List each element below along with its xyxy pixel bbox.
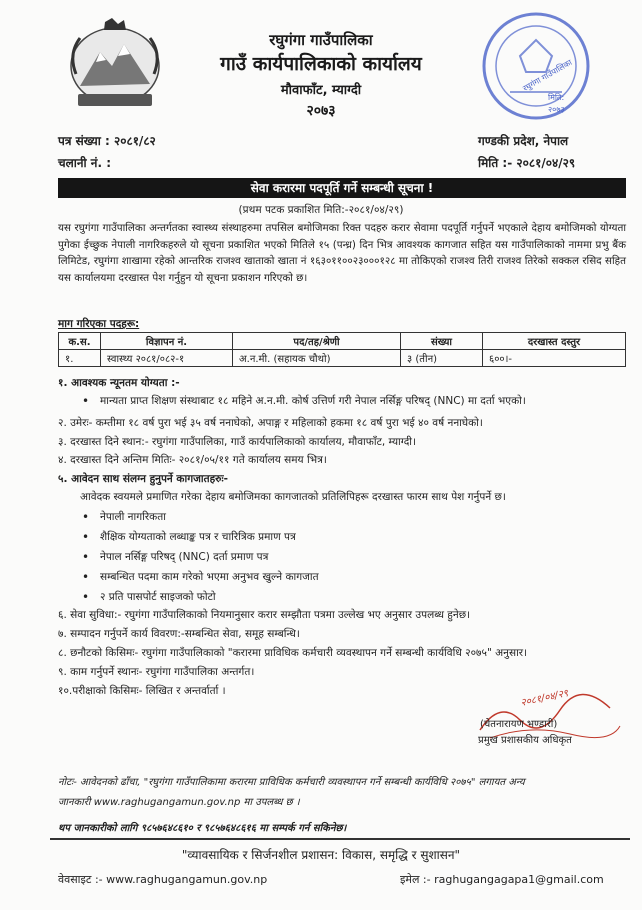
stamp-date: मिति: [548, 93, 565, 102]
office-name: गाउँ कार्यपालिकाको कार्यालय [220, 53, 422, 75]
municipality-name: रघुगंगा गाउँपालिका [269, 31, 373, 49]
list-item: • नेपाल नर्सिङ्ग परिषद् (NNC) दर्ता प्रमाण पत्र [100, 550, 268, 564]
section-1-item: • मान्यता प्राप्त शिक्षण संस्थाबाट १८ महिने अ.न.मी. कोर्ष उत्तिर्ण गरी नेपाल नर्सिङ्ग परिषद् (NNC) मा दर्ता भएको। [100, 394, 526, 408]
letter-number: पत्र संख्या : २०८१/८२ [58, 134, 156, 148]
office-location: मौवाफाँट, म्याग्दी [280, 83, 362, 98]
posts-label: माग गरिएका पदहरू: [58, 318, 140, 330]
notice-title: सेवा करारमा पदपूर्ति गर्ने सम्बन्धी सूचना ! [58, 178, 626, 198]
section-9: ९. काम गर्नुपर्ने स्थानः- रघुगंगा गाउँपालिका अन्तर्गत। [58, 666, 255, 678]
table-row [59, 350, 626, 367]
section-3: ३. दरखास्त दिने स्थान:- रघुगंगा गाउँपालिका, गाउँ कार्यपालिकाको कार्यालय, मौवाफाँट, म्याग्दी। [58, 436, 417, 448]
table-cell: स्वास्थ्य २०८१/०८२-१ [101, 350, 233, 367]
stamp-text: रघुगंगा गाउँपालिका [521, 57, 574, 94]
note-line-1: नोटः- आवेदनको ढाँचा, "रघुगंगा गाउँपालिकामा करारमा प्राविधिक कर्मचारी व्यवस्थापन गर्ने सम्बन्धी कार्यविधि २०७५" लगायत अन्य [58, 777, 525, 788]
list-item: • सम्बन्धित पदमा काम गरेको भएमा अनुभव खुल्ने कागजात [100, 570, 319, 584]
signature-scrawl: २०८१/०४/२९ [519, 688, 570, 709]
list-item: • शैक्षिक योग्यताको लब्धाङ्क पत्र र चारित्रिक प्रमाण पत्र [100, 530, 296, 544]
stamp-small: २०७३ [548, 105, 565, 114]
header-year: २०७३ [306, 103, 336, 119]
section-5-intro: आवेदक स्वयमले प्रमाणित गरेका देहाय बमोजिमका कागजातको प्रतिलिपिहरू दरखास्त फारम साथ पेश गर्नुपर्ने छ। [80, 491, 506, 503]
footer-website[interactable]: वेवसाइट :- www.raghugangamun.gov.np [58, 873, 268, 886]
table-cell: ३ (तीन) [401, 350, 483, 367]
table-header: क.स. [59, 333, 101, 350]
notice-date: मिति :- २०८१/०४/२९ [478, 156, 576, 170]
table-header: संख्या [401, 333, 483, 350]
notice-body: यस रघुगंगा गाउँपालिका अन्तर्गतका स्वास्थ्य संस्थाहरुमा तपसिल बमोजिमका रिक्त पदहरु करार सेवामा पदपूर्ति गर्नुपर्ने भएकाले देहाय बमोजिमको योग्यता पुगेका ईच्छुक नेपाली नागरिकहरुले यो सूचना प्रकाशित भएको मितिले १५ (पन्ध्र) दिन भित्र आवश्यक कागजात सहित यस गाउँपालिकाको नाममा प्रभु बैंक लिमिटेड, रघुगंगा शाखामा रहेको आन्तरिक राजश्व खाताको खाता नं १६३०११००२३०००१२८ मा तोकिएको राजश्व तिरी राजश्व तिरेको सक्कल रसिद सहित यस कार्यालयमा दरखास्त पेश गर्नुहुन यो सूचना प्रकाशन गरिएको छ। [58, 222, 626, 284]
list-item: • २ प्रति पासपोर्ट साइजको फोटो [100, 590, 216, 604]
province: गण्डकी प्रदेश, नेपाल [478, 134, 569, 148]
section-4: ४. दरखास्त दिने अन्तिम मितिः- २०८१/०५/११ गते कार्यालय समय भित्र। [58, 454, 327, 466]
table-cell: ६००।- [483, 350, 626, 367]
section-8: ८. छनौटको किसिमः- रघुगंगा गाउँपालिकाको "करारमा प्राविधिक कर्मचारी व्यवस्थापन गर्ने सम्बन्धी कार्यविधि २०७५" अनुसार। [58, 647, 528, 659]
table-header: पद/तह/श्रेणी [233, 333, 401, 350]
table-header-row [59, 333, 626, 350]
note-line-3: थप जानकारीको लागि ९८५७६४८६१० र ९८५७६४८६१६ मा सम्पर्क गर्न सकिनेछ। [58, 823, 347, 834]
posts-table [58, 332, 626, 367]
notice-subtitle: (प्रथम पटक प्रकाशित मिति:-२०८१/०४/२९) [238, 204, 404, 216]
list-item: • नेपाली नागरिकता [100, 510, 166, 524]
section-5: ५. आवेदन साथ संलग्न हुनुपर्ने कागजातहरुः- [58, 473, 228, 485]
section-1: १. आवश्यक न्यूनतम योग्यता :- [58, 377, 180, 389]
section-7: ७. सम्पादन गर्नुपर्ने कार्य विवरण:-सम्बन्धित सेवा, समूह सम्बन्धि। [58, 628, 300, 640]
footer-slogan: "व्यावसायिक र सिर्जनशील प्रशासन: विकास, समृद्धि र सुशासन" [181, 848, 461, 862]
section-10: १०.परीक्षाको किसिमः- लिखित र अन्तर्वार्ता । [58, 685, 226, 697]
signatory-name: (चेतनारायण भण्डारी) [480, 719, 558, 730]
footer-divider [50, 838, 630, 840]
section-2: २. उमेरः- कम्तीमा १८ वर्ष पुरा भई ३५ वर्ष ननाघेको, अपाङ्ग र महिलाको हकमा १८ वर्ष पुरा भई ४० वर्ष ननाघेको। [58, 417, 483, 429]
footer-email[interactable]: इमेल :- raghugangagapa1@gmail.com [400, 873, 604, 886]
note-line-2: जानकारी www.raghugangamun.gov.np मा उपलब्ध छ । [58, 797, 300, 808]
table-cell: अ.न.मी. (सहायक चौथो) [233, 350, 401, 367]
section-6: ६. सेवा सुविधा:- रघुगंगा गाउँपालिकाको नियमानुसार करार सम्झौता पत्रमा उल्लेख भए अनुसार उपलब्ध हुनेछ। [58, 609, 471, 621]
table-header: विज्ञापन नं. [101, 333, 233, 350]
table-cell: १. [59, 350, 101, 367]
signatory-title: प्रमुख प्रशासकीय अधिकृत [478, 735, 572, 746]
dispatch-number: चलानी नं. : [58, 156, 112, 170]
table-header: दरखास्त दस्तुर [483, 333, 626, 350]
